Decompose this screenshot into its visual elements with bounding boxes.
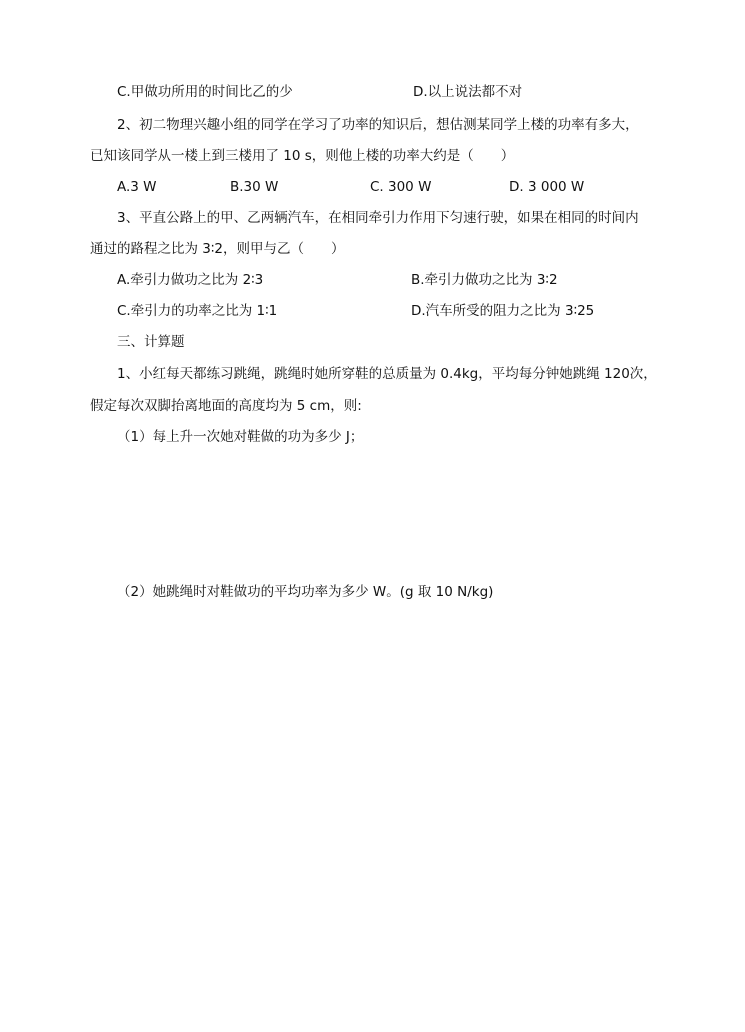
q2-stem-line2: 已知该同学从一楼上到三楼用了 10 s，则他上楼的功率大约是（ ） <box>90 148 515 164</box>
q2-option-b: B.30 W <box>230 179 279 195</box>
p1-stem-line1: 1、小红每天都练习跳绳，跳绳时她所穿鞋的总质量为 0.4kg，平均每分钟她跳绳 120次， <box>117 366 657 382</box>
q3-stem-line2: 通过的路程之比为 3∶2，则甲与乙（ ） <box>90 241 345 257</box>
q2-option-c: C. 300 W <box>370 179 432 195</box>
q1-option-d: D.以上说法都不对 <box>413 84 523 100</box>
q3-option-b: B.牵引力做功之比为 3∶2 <box>411 272 558 288</box>
p1-subquestion-1: （1）每上升一次她对鞋做的功为多少 J； <box>117 429 364 445</box>
q2-stem-line1: 2、初二物理兴趣小组的同学在学习了功率的知识后，想估测某同学上楼的功率有多大， <box>117 117 639 133</box>
q2-option-a: A.3 W <box>117 179 157 195</box>
q3-option-d: D.汽车所受的阻力之比为 3∶25 <box>411 303 595 319</box>
q3-stem-line1: 3、平直公路上的甲、乙两辆汽车，在相同牵引力作用下匀速行驶，如果在相同的时间内 <box>117 210 639 226</box>
section-heading: 三、计算题 <box>117 334 185 350</box>
q1-option-c: C.甲做功所用的时间比乙的少 <box>117 84 293 100</box>
p1-stem-line2: 假定每次双脚抬离地面的高度均为 5 cm，则: <box>90 398 362 414</box>
q2-option-d: D. 3 000 W <box>509 179 585 195</box>
q3-option-c: C.牵引力的功率之比为 1∶1 <box>117 303 278 319</box>
q3-option-a: A.牵引力做功之比为 2∶3 <box>117 272 264 288</box>
p1-subquestion-2: （2）她跳绳时对鞋做功的平均功率为多少 W。(g 取 10 N/kg) <box>117 584 494 600</box>
